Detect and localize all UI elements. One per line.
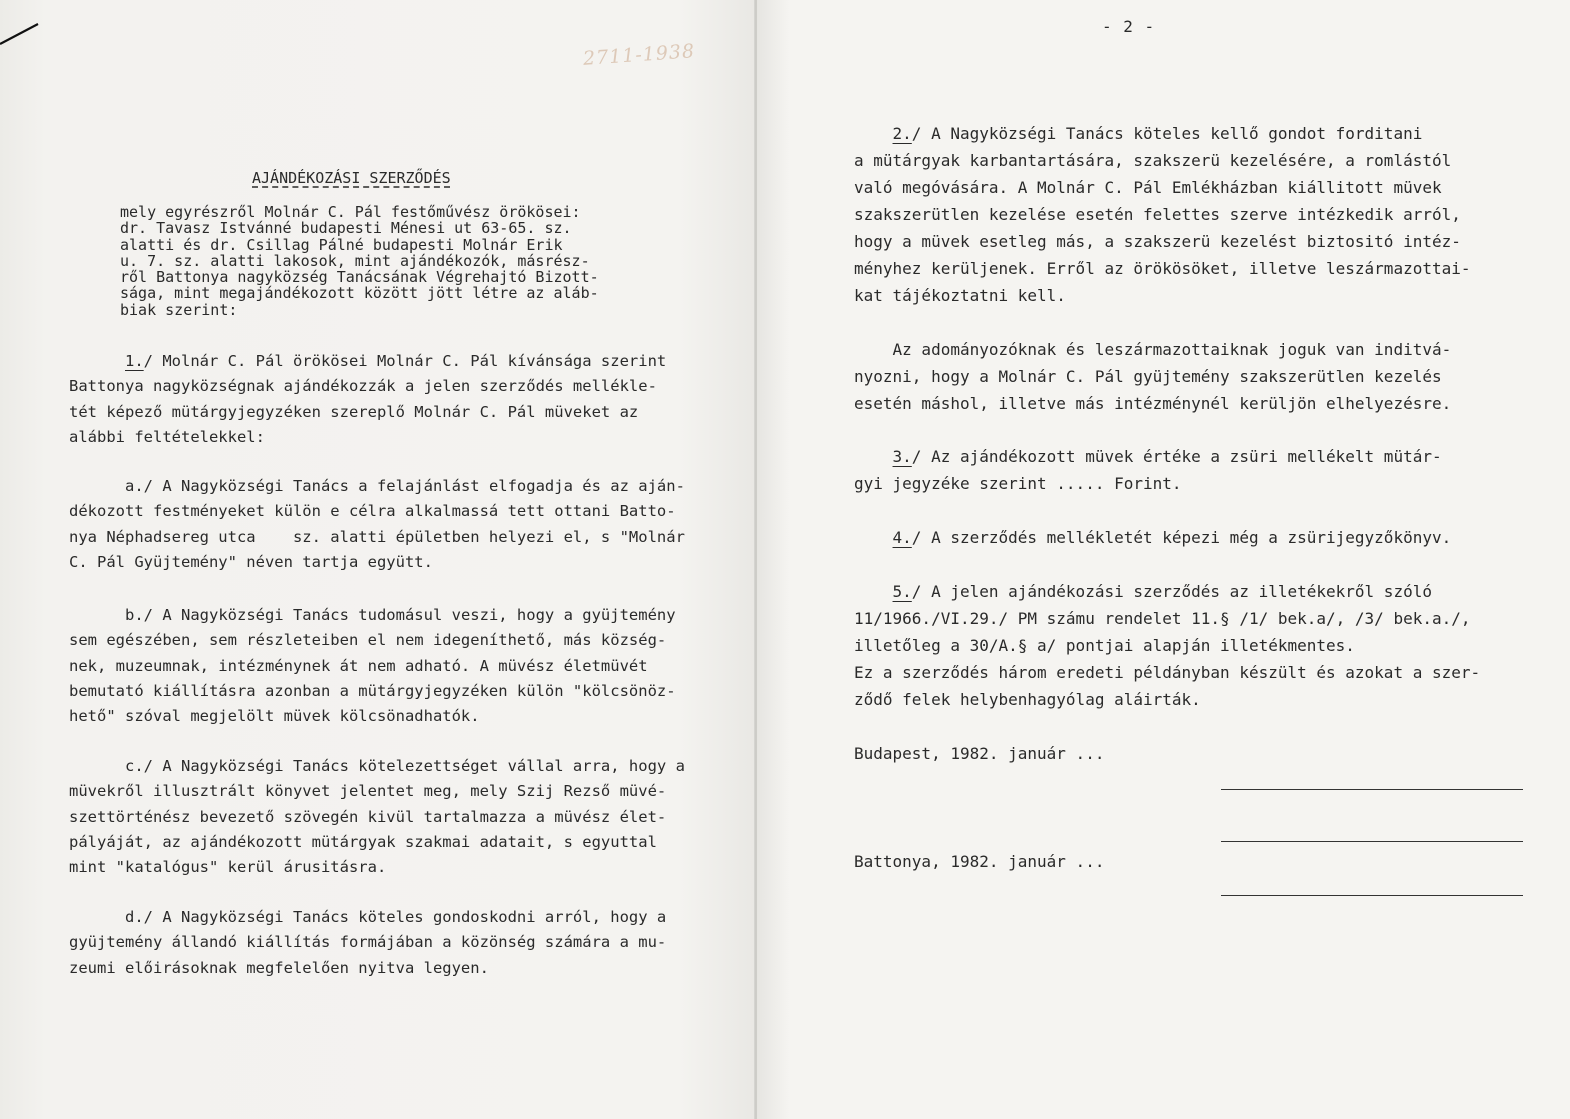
- section-number: 3.: [892, 447, 912, 466]
- clause-line: d./ A Nagyközségi Tanács köteles gondoskodni arról, hogy a: [125, 908, 667, 926]
- clause-line: b./ A Nagyközségi Tanács tudomásul veszi, hogy a gyüjtemény: [125, 606, 676, 624]
- pen-stroke-mark: [0, 18, 40, 48]
- section-number: 1.: [125, 352, 144, 370]
- clause-line: gyüjtemény állandó kiállítás formájában a közönség számára a mu-: [69, 933, 667, 952]
- section-line: ményhez kerüljenek. Erről az örökösöket, illetve leszármazottai-: [854, 259, 1471, 278]
- battonya-date-line: Battonya, 1982. január ...: [854, 852, 1105, 871]
- intro-paragraph: [120, 204, 680, 318]
- intro-line: mely egyrészről Molnár C. Pál festőművész örökösei:: [120, 203, 581, 221]
- clause-line: mint "katalógus" kerül árusitásra.: [69, 858, 387, 877]
- section-5: [854, 578, 1554, 713]
- donor-rights-paragraph: [854, 336, 1554, 417]
- clause-line: nya Néphadsereg utca sz. alatti épületben helyezi el, s "Molnár: [69, 527, 685, 546]
- section-line: Az adományozóknak és leszármazottaiknak joguk van inditvá-: [892, 340, 1452, 359]
- section-number: 5.: [892, 582, 912, 601]
- section-line: / Molnár C. Pál örökösei Molnár C. Pál kívánsága szerint: [143, 352, 667, 370]
- intro-line: sága, mint megajándékozott között jött létre az aláb-: [120, 284, 599, 303]
- section-line: Battonya nagyközségnak ajándékozzák a jelen szerződés mellékle-: [69, 377, 657, 396]
- clause-d: [69, 905, 749, 981]
- left-page: [0, 0, 755, 1119]
- section-line: 11/1966./VI.29./ PM számu rendelet 11.§ /1/ bek.a/, /3/ bek.a./,: [854, 609, 1471, 628]
- page-number: - 2 -: [1102, 17, 1156, 36]
- clause-line: c./ A Nagyközségi Tanács kötelezettséget vállal arra, hogy a: [125, 757, 685, 775]
- section-line: / A jelen ajándékozási szerződés az illetékekről szóló: [911, 582, 1432, 601]
- clause-line: müvekről illusztrált könyvet jelentet meg, mely Szij Rezső müvé-: [69, 782, 667, 801]
- intro-line: u. 7. sz. alatti lakosok, mint ajándékozók, másrész-: [120, 251, 590, 270]
- section-1: [69, 349, 749, 450]
- intro-line: alatti és dr. Csillag Pálné budapesti Molnár Erik: [120, 235, 563, 254]
- section-line: / A szerződés mellékletét képezi még a zsürijegyzőkönyv.: [911, 528, 1452, 547]
- section-line: illetőleg a 30/A.§ a/ pontjai alapján illetékmentes.: [854, 636, 1355, 655]
- clause-line: nek, muzeumnak, intézménynek át nem adható. A müvész életmüvét: [69, 656, 648, 675]
- section-line: ződő felek helybenhagyólag aláirták.: [854, 690, 1201, 709]
- section-line: a mütárgyak karbantartására, szakszerü kezelésére, a romlástól: [854, 151, 1452, 170]
- intro-line: biak szerint:: [120, 300, 238, 319]
- section-line: hogy a müvek esetleg más, a szakszerü kezelést biztositó intéz-: [854, 232, 1461, 251]
- section-line: kat tájékoztatni kell.: [854, 286, 1066, 305]
- clause-line: zeumi előirásoknak megfelelően nyitva legyen.: [69, 958, 489, 977]
- signature-line: [1221, 841, 1523, 842]
- section-2: [854, 120, 1554, 309]
- section-line: nyozni, hogy a Molnár C. Pál gyüjtemény szakszerütlen kezelés: [854, 367, 1442, 386]
- section-line: / Az ajándékozott müvek értéke a zsüri mellékelt mütár-: [911, 447, 1442, 466]
- signature-line: [1221, 895, 1523, 896]
- signature-line: [1221, 789, 1523, 790]
- clause-c: [69, 754, 749, 880]
- section-line: tét képező mütárgyjegyzéken szereplő Molnár C. Pál müveket az: [69, 402, 639, 421]
- section-line: / A Nagyközségi Tanács köteles kellő gondot forditani: [911, 124, 1423, 143]
- section-line: esetén máshol, illetve más intézménynél kerüljön elhelyezésre.: [854, 394, 1452, 413]
- archive-number: 2711-1938: [582, 40, 696, 70]
- clause-line: dékozott festményeket külön e célra alkalmassá tett ottani Batto-: [69, 502, 676, 521]
- section-line: való megóvására. A Molnár C. Pál Emlékházban kiállitott müvek: [854, 178, 1442, 197]
- section-4: [854, 524, 1554, 551]
- section-3: [854, 443, 1554, 497]
- section-line: Ez a szerződés három eredeti példányban készült és azokat a szer-: [854, 663, 1481, 682]
- clause-line: pályáját, az ajándékozott mütárgyak szakmai adatait, s egyuttal: [69, 832, 657, 851]
- section-line: szakszerütlen kezelése esetén felettes szerve intézkedik arról,: [854, 205, 1461, 224]
- budapest-date-line: Budapest, 1982. január ...: [854, 744, 1105, 763]
- section-number: 2.: [892, 124, 912, 143]
- section-line: alábbi feltételekkel:: [69, 427, 265, 446]
- clause-a: [69, 474, 749, 575]
- clause-line: a./ A Nagyközségi Tanács a felajánlást elfogadja és az aján-: [125, 477, 685, 495]
- clause-b: [69, 603, 749, 729]
- section-line: gyi jegyzéke szerint ..... Forint.: [854, 474, 1182, 493]
- clause-line: sem egészében, sem részleteiben el nem idegeníthető, más község-: [69, 631, 667, 650]
- clause-line: bemutató kiállításra azonban a mütárgyjegyzéken külön "kölcsönöz-: [69, 681, 676, 700]
- clause-line: hető" szóval megjelölt müvek kölcsönadhatók.: [69, 707, 480, 726]
- clause-line: C. Pál Gyüjtemény" néven tartja együtt.: [69, 552, 433, 571]
- intro-line: ről Battonya nagyközség Tanácsának Végrehajtó Bizott-: [120, 268, 599, 287]
- section-number: 4.: [892, 528, 912, 547]
- document-title: AJÁNDÉKOZÁSI SZERZŐDÉS: [252, 169, 451, 187]
- clause-line: szettörténész bevezető szövegén kivül tartalmazza a müvész élet-: [69, 807, 667, 826]
- intro-line: dr. Tavasz Istvánné budapesti Ménesi ut 63-65. sz.: [120, 219, 572, 238]
